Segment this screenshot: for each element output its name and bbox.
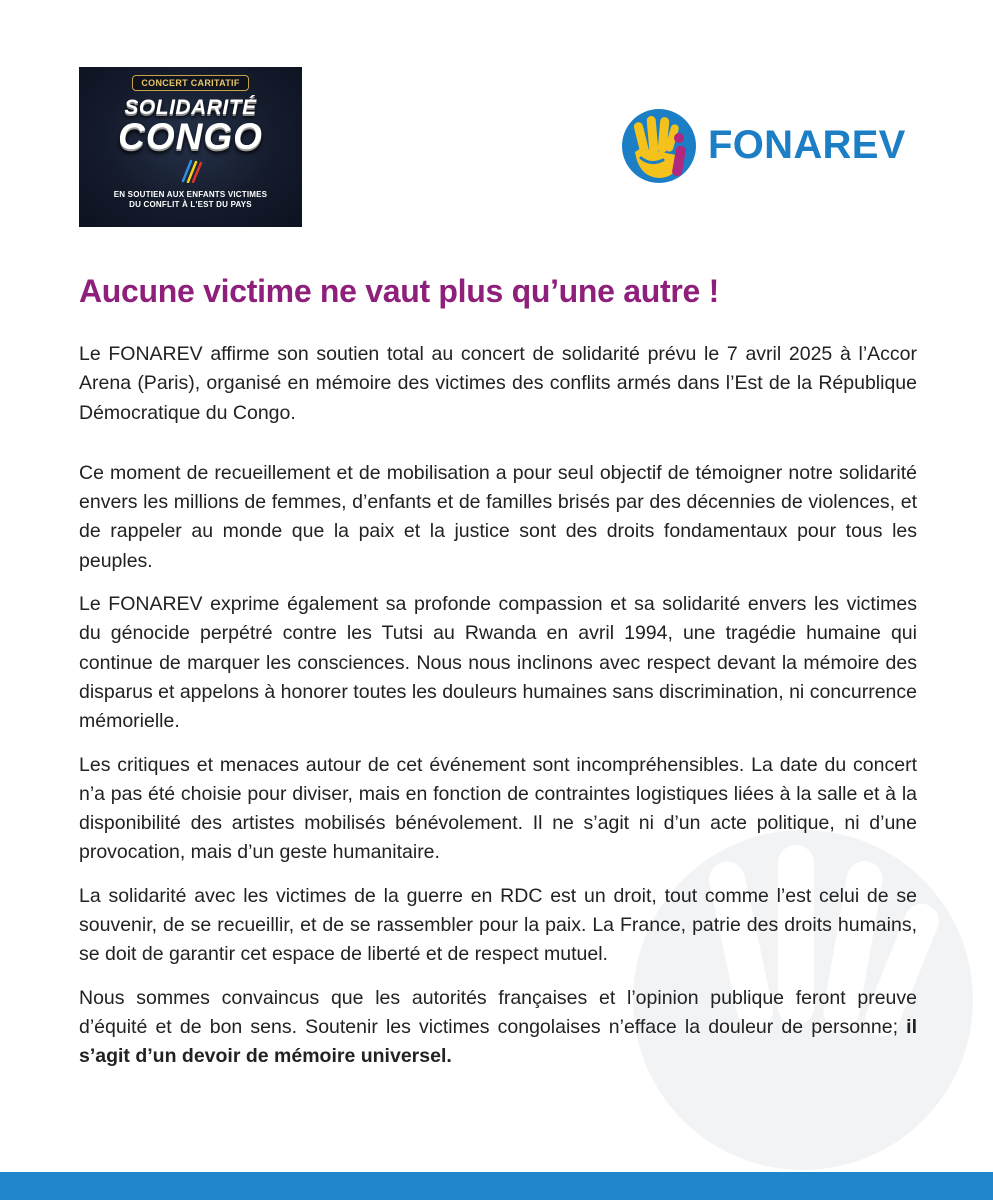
paragraph-3: Le FONAREV exprime également sa profonde compassion et sa solidarité envers les victimes du génocide perpétré contre les Tutsi au Rwanda en avril 1994, une tragédie humaine qui continue de marquer les consciences. Nous nous inclinons avec respect devant la mémoire des disparus et appelons à honorer toutes les douleurs humaines sans discrimination, ni concurrence mémorielle. xyxy=(79,593,917,733)
concert-subtitle-line2: DU CONFLIT À L'EST DU PAYS xyxy=(129,199,252,209)
concert-title-line2: CONGO xyxy=(118,116,263,157)
concert-subtitle-line1: EN SOUTIEN AUX ENFANTS VICTIMES xyxy=(113,189,268,199)
paragraph-5: La solidarité avec les victimes de la guerre en RDC est un droit, tout comme l’est celui de se souvenir, de se recueillir, et de se rassembler pour la paix. La France, patrie des droits humains, se doit de garantir cet espace de liberté et de respect mutuel. xyxy=(79,884,917,966)
paragraph-6-text: Nous sommes convaincus que les autorités françaises et l’opinion publique feront preuve d’équité et de bon sens. Soutenir les victimes congolaises n’efface la douleur de personne; xyxy=(79,986,917,1038)
concert-title-line1: SOLIDARITÉ xyxy=(124,96,257,119)
paragraph-6 xyxy=(79,984,917,1072)
footer-bar xyxy=(0,1172,993,1200)
concert-tag: CONCERT CARITATIF xyxy=(132,75,248,91)
concert-subtitle xyxy=(79,190,302,210)
paragraph-6-bold: il s’agit d’un devoir de mémoire universel. xyxy=(79,1015,917,1068)
page-title: Aucune victime ne vaut plus qu’une autre ! xyxy=(79,273,719,309)
hand-logo-icon xyxy=(621,108,697,184)
statement-body xyxy=(79,340,917,1072)
paragraph-2: Ce moment de recueillement et de mobilisation a pour seul objectif de témoigner notre solidarité envers les millions de femmes, d’enfants et de familles brisés par des décennies de violences, et de rappeler au monde que la paix et la justice sont des droits fondamentaux pour tous les peuples. xyxy=(79,461,917,572)
logo-text: FONAREV xyxy=(708,123,906,167)
fonarev-logo xyxy=(621,108,921,184)
concert-banner xyxy=(79,67,302,227)
paragraph-1: Le FONAREV affirme son soutien total au concert de solidarité prévu le 7 avril 2025 à l’Accor Arena (Paris), organisé en mémoire des victimes des conflits armés dans l’Est de la République Démocratique du Congo. xyxy=(79,343,917,424)
paragraph-4: Les critiques et menaces autour de cet événement sont incompréhensibles. La date du concert n’a pas été choisie pour diviser, mais en fonction de contraintes logistiques liées à la salle et à la disponibilité des artistes mobilisés bénévolement. Il ne s’agit ni d’un acte politique, ni d’une provocation, mais d’un geste humanitaire. xyxy=(79,753,917,864)
claw-mark-icon xyxy=(177,159,205,183)
